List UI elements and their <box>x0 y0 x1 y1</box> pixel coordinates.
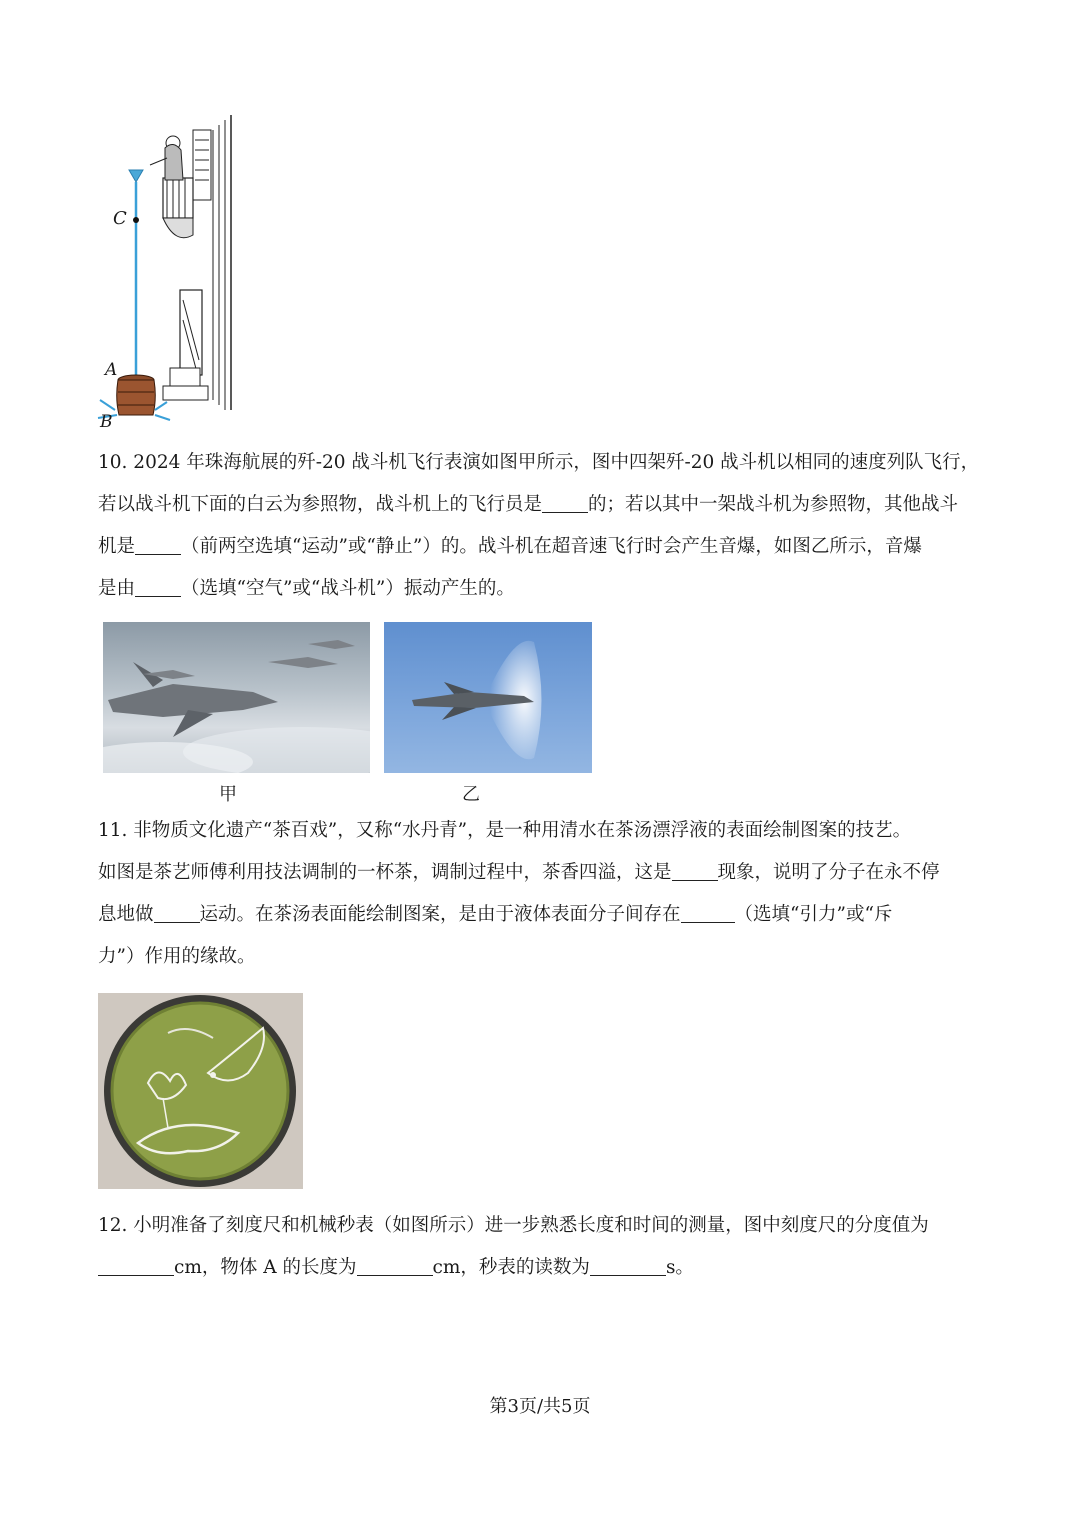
q10-line-3: 机是 （前两空选填“运动”或“静止”）的。战斗机在超音速飞行时会产生音爆，如图乙所示，音爆 <box>98 536 922 557</box>
q11-line-4: 力”）作用的缘故。 <box>98 946 256 967</box>
water-pour-figure <box>95 110 245 435</box>
answer-blank[interactable] <box>154 903 200 923</box>
point-c-label: C <box>113 208 127 229</box>
answer-blank[interactable] <box>135 577 181 597</box>
answer-blank[interactable] <box>590 1256 666 1276</box>
q12-line-1: 12. 小明准备了刻度尺和机械秒表（如图所示）进一步熟悉长度和时间的测量，图中刻度尺的分度值为 <box>98 1215 929 1236</box>
fighter-formation-image <box>103 622 370 773</box>
page-footer: 第3页/共5页 <box>489 1396 591 1417</box>
q11-line-3: 息地做 运动。在茶汤表面能绘制图案，是由于液体表面分子间存在 （选填“引力”或“斥 <box>98 904 893 925</box>
answer-blank[interactable] <box>135 535 181 555</box>
question-11 <box>98 810 988 978</box>
q12-line-2: cm，物体 A 的长度为 cm，秒表的读数为 s。 <box>98 1247 988 1289</box>
answer-blank[interactable] <box>681 903 735 923</box>
answer-blank[interactable] <box>672 861 718 881</box>
caption-yi: 乙 <box>462 784 480 805</box>
q10-line-2: 若以战斗机下面的白云为参照物，战斗机上的飞行员是 的；若以其中一架战斗机为参照物，其他战斗 <box>98 494 959 515</box>
q10-line-1: 10. 2024 年珠海航展的歼-20 战斗机飞行表演如图甲所示，图中四架歼-20 战斗机以相同的速度列队飞行， <box>98 452 980 473</box>
answer-blank[interactable] <box>357 1256 433 1276</box>
q11-line-1: 11. 非物质文化遗产“茶百戏”，又称“水丹青”，是一种用清水在茶汤漂浮液的表面绘制图案的技艺。 <box>98 820 912 841</box>
caption-jia: 甲 <box>219 784 237 805</box>
point-a-label: A <box>105 360 118 380</box>
question-12 <box>98 1205 988 1289</box>
tea-art-image <box>98 993 303 1189</box>
point-b-label: B <box>100 412 113 432</box>
answer-blank[interactable] <box>98 1256 174 1276</box>
question-10 <box>98 442 988 610</box>
sonic-boom-image <box>384 622 592 773</box>
answer-blank[interactable] <box>542 493 588 513</box>
q10-line-4: 是由 （选填“空气”或“战斗机”）振动产生的。 <box>98 578 515 599</box>
q11-line-2: 如图是茶艺师傅利用技法调制的一杯茶，调制过程中，茶香四溢，这是 现象，说明了分子在永不停 <box>98 862 940 883</box>
